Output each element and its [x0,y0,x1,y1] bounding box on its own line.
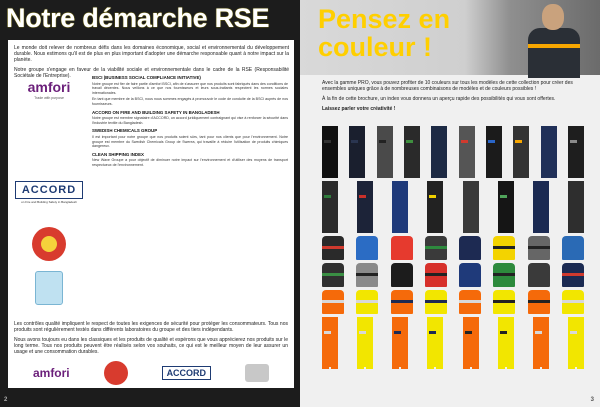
product-pants-navy-2 [431,126,447,178]
product-hivis [322,290,344,314]
product-hivis-pants [392,317,408,367]
product-jacket [562,263,584,287]
section-swedish-chemicals [92,129,288,148]
page-number-left: 2 [4,397,8,403]
amfori-wordmark: amfori [27,79,71,95]
right-paragraph: Avec la gamme PRO, vous pouvez profiter de 10 couleurs sur tous les modèles de cette collection pour créer des ensembles uniques grâce à de nombreuses combinaisons de modèles et de couleurs possibles ! [322,80,573,92]
product-hivis-pants [568,317,584,367]
product-jacket [322,236,344,260]
accord-logo-small: ACCORD [162,366,212,380]
product-hivis [528,290,550,314]
product-jacket [528,263,550,287]
creativity-cta: Laissez parler votre créativité ! [322,106,396,112]
product-pants-black-2 [486,126,502,178]
swedish-chemicals-icon [32,227,66,261]
page-number-right: 3 [590,397,594,403]
intro-paragraph: Le monde doit relever de nombreux défis dans les domaines économique, social et environnemental du développement durable. Nous estimons qu'il est de plus en plus important d'adopter une démarche responsable quant à notre impact sur la planète. [14,45,289,63]
outro-text [8,321,294,355]
product-pants-graphite [404,126,420,178]
product-jacket [562,236,584,260]
section-accord [92,111,288,126]
product-jacket [528,236,550,260]
worker-photo [518,0,588,75]
intro-text [14,45,289,79]
page-title-rse: Notre démarche RSE [6,3,270,33]
clean-shipping-logo [14,268,84,308]
product-pants-grey-2 [459,126,475,178]
section-bsci [92,76,288,107]
product-pants-black [322,126,338,178]
right-page [300,0,600,407]
product-jacket [493,263,515,287]
product-jacket [391,263,413,287]
product-hivis [391,290,413,314]
section-title: SWEDISH CHEMICALS GROUP [92,128,158,134]
section-clean-shipping [92,153,288,168]
product-pants-grey [377,126,393,178]
hivis-row [322,290,584,314]
product-hivis-pants [322,317,338,367]
swedish-chemicals-logo [14,226,84,262]
product-pants-black-3 [568,126,584,178]
product-pants [568,181,584,233]
product-hivis [493,290,515,314]
clean-shipping-icon [35,271,63,305]
product-pants [463,181,479,233]
product-pants [427,181,443,233]
amfori-tagline: Trade with purpose [34,96,64,100]
product-pants-charcoal [513,126,529,178]
product-jacket [425,236,447,260]
product-color-grid [322,126,584,370]
hivis-pants-row [322,317,584,367]
product-jacket [425,263,447,287]
tops-row [322,236,584,260]
title-line: Pensez en [318,4,451,34]
product-hivis-pants [463,317,479,367]
product-hivis [356,290,378,314]
pants-row [322,126,584,178]
product-pants [357,181,373,233]
clean-shipping-logo-small [245,364,269,382]
product-hivis-pants [533,317,549,367]
amfori-logo-small: amfori [32,366,70,380]
page-title-couleur [318,5,450,61]
partner-logo-strip [8,358,294,388]
product-jacket [322,263,344,287]
product-pants [498,181,514,233]
section-paragraph: En tant que membre de la BSCI, nous nous sommes engagés à promouvoir le code de conduite de la BSCI auprès de nos fournisseurs. [92,97,288,106]
product-jacket [356,263,378,287]
worker-head [542,4,564,30]
accord-subtitle: on Fire and Building Safety in Bangladesh [21,199,77,204]
swedish-chemicals-logo-small [104,361,128,385]
reflective-stripe [528,44,580,48]
product-pants [392,181,408,233]
amfori-logo [14,77,84,102]
worker-jacket [528,28,580,78]
outro-paragraph: Les contrôles qualité impliquent le respect de toutes les exigences de sécurité pour protéger les consommateurs. Tous nos produits sont régulièrement testés dans différents laboratoires du groupe et des tiers indépendants. [14,321,288,333]
section-paragraph: New Wave Groupe a pour objectif de diminuer notre impact sur l'environnement et d'utiliser des moyens de transport respectueux de l'environnement. [92,158,288,167]
product-hivis-pants [427,317,443,367]
section-title: BSCI (BUSINESS SOCIAL COMPLIANCE INITIATIVE) [92,75,201,80]
right-intro [322,80,584,112]
outro-paragraph: Nous avons toujours eu dans les classiques et les produits de qualité et espérons que vous apprécierez nos produits sur le long terme. Tous nos produits peuvent être réalisés selon vos souhaits, ce qui est le meilleur moyen de leur assurer un usage et une consommation durables. [14,337,288,355]
product-pants [322,181,338,233]
section-title: CLEAN SHIPPING INDEX [92,151,144,157]
intro-paragraph: Notre groupe s'engage en faveur de la viabilité sociale et environnementale dans le cadre de la RSE (Responsabilité Sociétale de l'Entreprise). [14,67,289,79]
product-pants [533,181,549,233]
tops-row [322,263,584,287]
certification-sections [92,76,288,172]
product-pants-navy [349,126,365,178]
title-line: couleur ! [318,32,433,62]
product-jacket [459,263,481,287]
section-title: ACCORD ON FIRE AND BUILDING SAFETY IN BANGLADESH [92,109,220,115]
product-jacket [493,236,515,260]
accord-logo [14,178,84,206]
right-paragraph: À la fin de cette brochure, un index vous donnera un aperçu rapide des possibilités qui vous sont offertes. [322,96,556,102]
section-paragraph: Il est important pour notre groupe que nos produits soient sûrs, tant pour nos clients que pour l'environnement. Notre groupe est membre du Swedish Chemicals Group de Swerea, qui travaille à réduire l'utilisation de produits chimiques dangereux. [92,134,288,149]
product-pants-royal [541,126,557,178]
product-hivis [425,290,447,314]
product-hivis [562,290,584,314]
product-hivis [459,290,481,314]
section-paragraph: Notre groupe est fier de faire partie d'amfori BSCI, afin de s'assurer que nos produits sont fabriqués dans des conditions de travail décentes. Nous veillons à ce que nos fournisseurs et leurs sous-traitants respectent les normes sociales internationales. [92,81,288,95]
product-jacket [391,236,413,260]
pants-row [322,181,584,233]
product-hivis-pants [498,317,514,367]
product-jacket [356,236,378,260]
section-paragraph: Notre groupe est membre signataire d'ACCORD, un accord juridiquement contraignant qui vise à renforcer la sécurité dans l'industrie textile du Bangladesh. [92,116,288,125]
product-hivis-pants [357,317,373,367]
product-jacket [459,236,481,260]
accord-wordmark: ACCORD [15,181,83,199]
